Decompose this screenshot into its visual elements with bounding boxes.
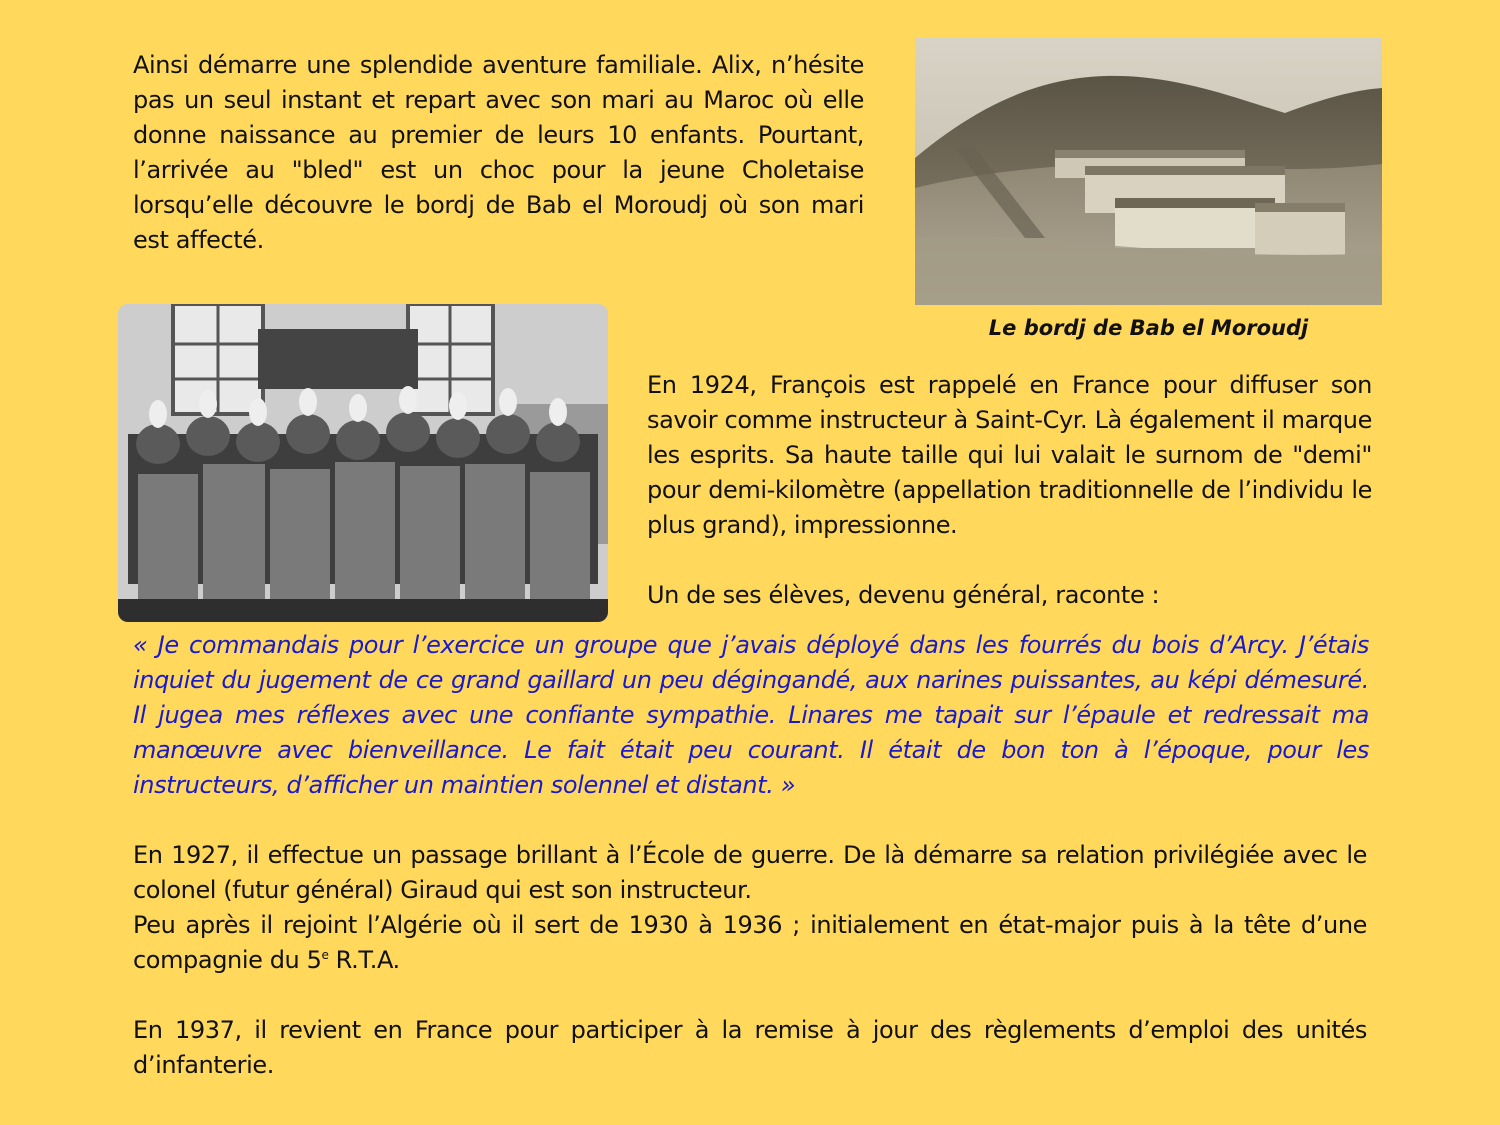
ecole-de-guerre-sentence: En 1927, il effectue un passage brillant à l’École de guerre. De là démarre sa relation privilégiée avec le colonel (futur général) Giraud qui est son instructeur.: [133, 841, 1367, 904]
rta-text: R.T.A.: [328, 946, 400, 974]
algerie-sentence: [133, 908, 1367, 978]
algerie-text: Peu après il rejoint l’Algérie où il sert de 1930 à 1936 ; initialement en état-major puis à la tête d’une compagnie du 5: [133, 911, 1367, 974]
general-quote: « Je commandais pour l’exercice un groupe que j’avais déployé dans les fourrés du bois d’Arcy. J’étais inquiet du jugement de ce grand gaillard un peu dégingandé, aux narines puissantes, au képi démesuré. Il jugea mes réflexes avec une confiante sympathie. Linares me tapait sur l’épaule et redressait ma manœuvre avec bienveillance. Le fait était peu courant. Il était de bon ton à l’époque, pour les instructeurs, d’afficher un maintien solennel et distant. »: [133, 631, 1369, 799]
intro-paragraph: Ainsi démarre une splendide aventure familiale. Alix, n’hésite pas un seul instant et repart avec son mari au Maroc où elle donne naissance au premier de leurs 10 enfants. Pourtant, l’arrivée au "bled" est un choc pour la jeune Choletaise lorsqu’elle découvre le bordj de Bab el Moroudj où son mari est affecté.: [133, 51, 864, 254]
ordinal-superscript: e: [321, 948, 329, 962]
group-portrait-photo: [118, 304, 608, 622]
reglements-paragraph: En 1937, il revient en France pour participer à la remise à jour des règlements d’emploi des unités d’infanterie.: [133, 1016, 1367, 1079]
bordj-caption: Le bordj de Bab el Moroudj: [988, 316, 1309, 340]
student-intro-line: Un de ses élèves, devenu général, raconte :: [647, 581, 1160, 609]
saint-cyr-paragraph: En 1924, François est rappelé en France pour diffuser son savoir comme instructeur à Saint-Cyr. Là également il marque les esprits. Sa haute taille qui lui valait le surnom de "demi" pour demi-kilomètre (appellation traditionnelle de l’individu le plus grand), impressionne.: [647, 371, 1372, 539]
bordj-photo: [915, 38, 1382, 305]
ecole-de-guerre-paragraph: [133, 838, 1367, 978]
